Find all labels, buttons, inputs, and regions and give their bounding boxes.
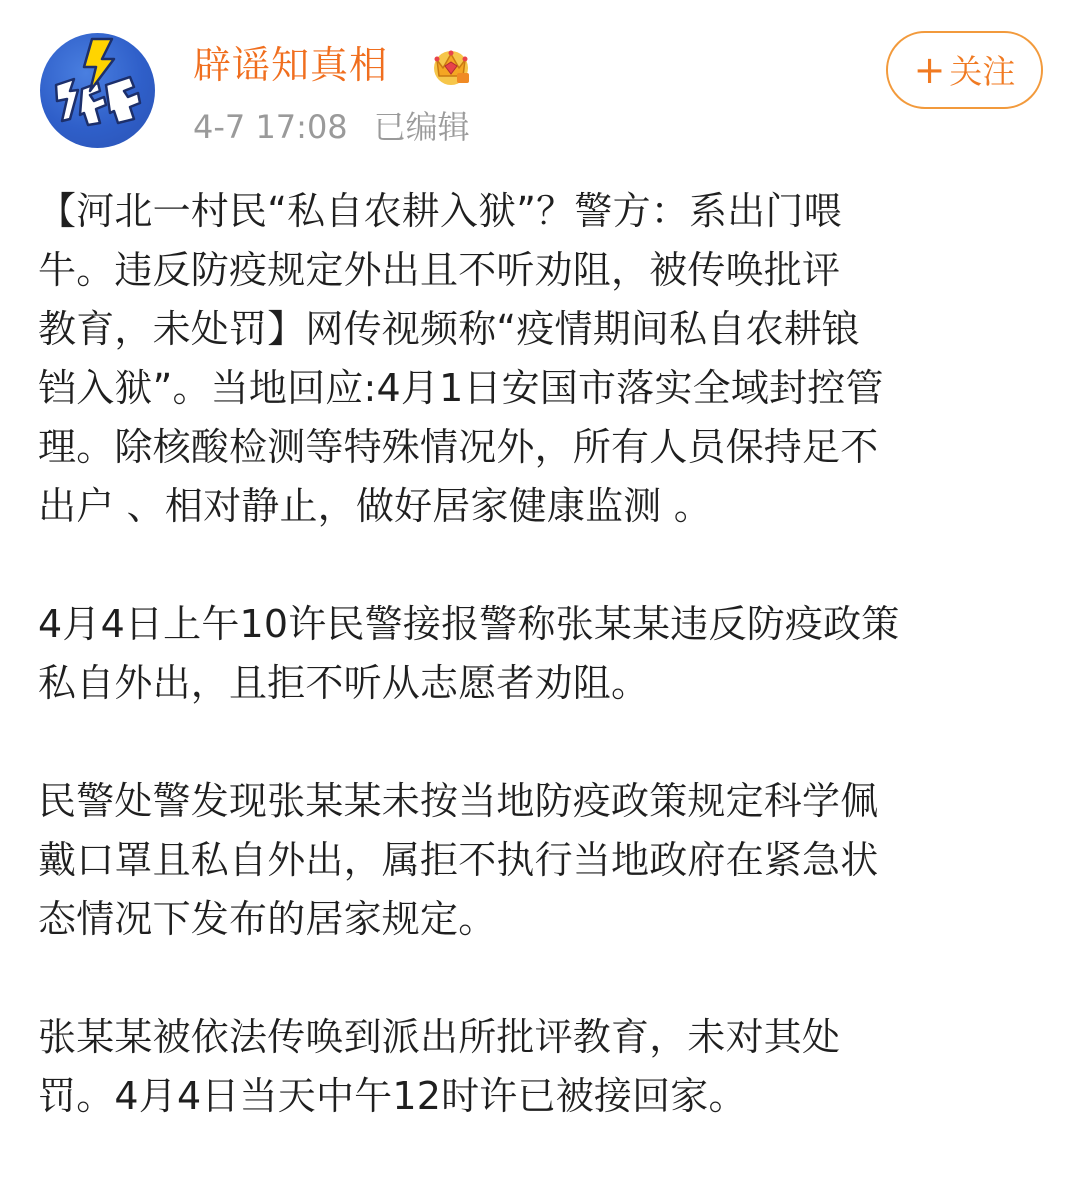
text-line: 戴口罩且私自外出，属拒不执行当地政府在紧急状 — [38, 838, 879, 882]
text-line: 牛。违反防疫规定外出且不听劝阻，被传唤批评 — [38, 248, 841, 292]
text-line: 4月4日上午10许民警接报警称张某某违反防疫政策 — [38, 602, 900, 646]
text-line: 铛入狱”。当地回应:4月1日安国市落实全域封控管 — [38, 366, 884, 410]
post-paragraph — [38, 772, 1048, 949]
text-line: 态情况下发布的居家规定。 — [38, 897, 497, 941]
follow-button[interactable] — [886, 31, 1043, 109]
text-line: 张某某被依法传唤到派出所批评教育，未对其处 — [38, 1015, 841, 1059]
plus-icon: + — [913, 48, 946, 92]
text-line: 【河北一村民“私自农耕入狱”？警方：系出门喂 — [38, 189, 842, 233]
text-line: 理。除核酸检测等特殊情况外，所有人员保持足不 — [38, 425, 879, 469]
edited-label[interactable]: 已编辑 — [373, 108, 470, 146]
post-time: 4-7 17:08 — [193, 108, 348, 146]
post-paragraph — [38, 182, 1048, 536]
avatar[interactable] — [40, 33, 155, 148]
rumor-refuting-logo-icon — [40, 33, 155, 148]
post-header — [0, 0, 1080, 160]
text-line: 民警处警发现张某某未按当地防疫政策规定科学佩 — [38, 779, 879, 823]
follow-label: 关注 — [949, 52, 1016, 91]
post-meta — [193, 105, 470, 149]
text-line: 私自外出，且拒不听从志愿者劝阻。 — [38, 661, 650, 705]
text-line: 罚。4月4日当天中午12时许已被接回家。 — [38, 1074, 747, 1118]
author-name[interactable]: 辟谣知真相 — [193, 43, 389, 87]
crown-badge-icon — [428, 42, 474, 88]
post-paragraph — [38, 595, 1048, 713]
text-line: 教育，未处罚】网传视频称“疫情期间私自农耕锒 — [38, 307, 861, 351]
post-paragraph — [38, 1008, 1048, 1126]
post-content — [38, 182, 1048, 1126]
text-line: 出户 、相对静止，做好居家健康监测 。 — [38, 484, 712, 528]
